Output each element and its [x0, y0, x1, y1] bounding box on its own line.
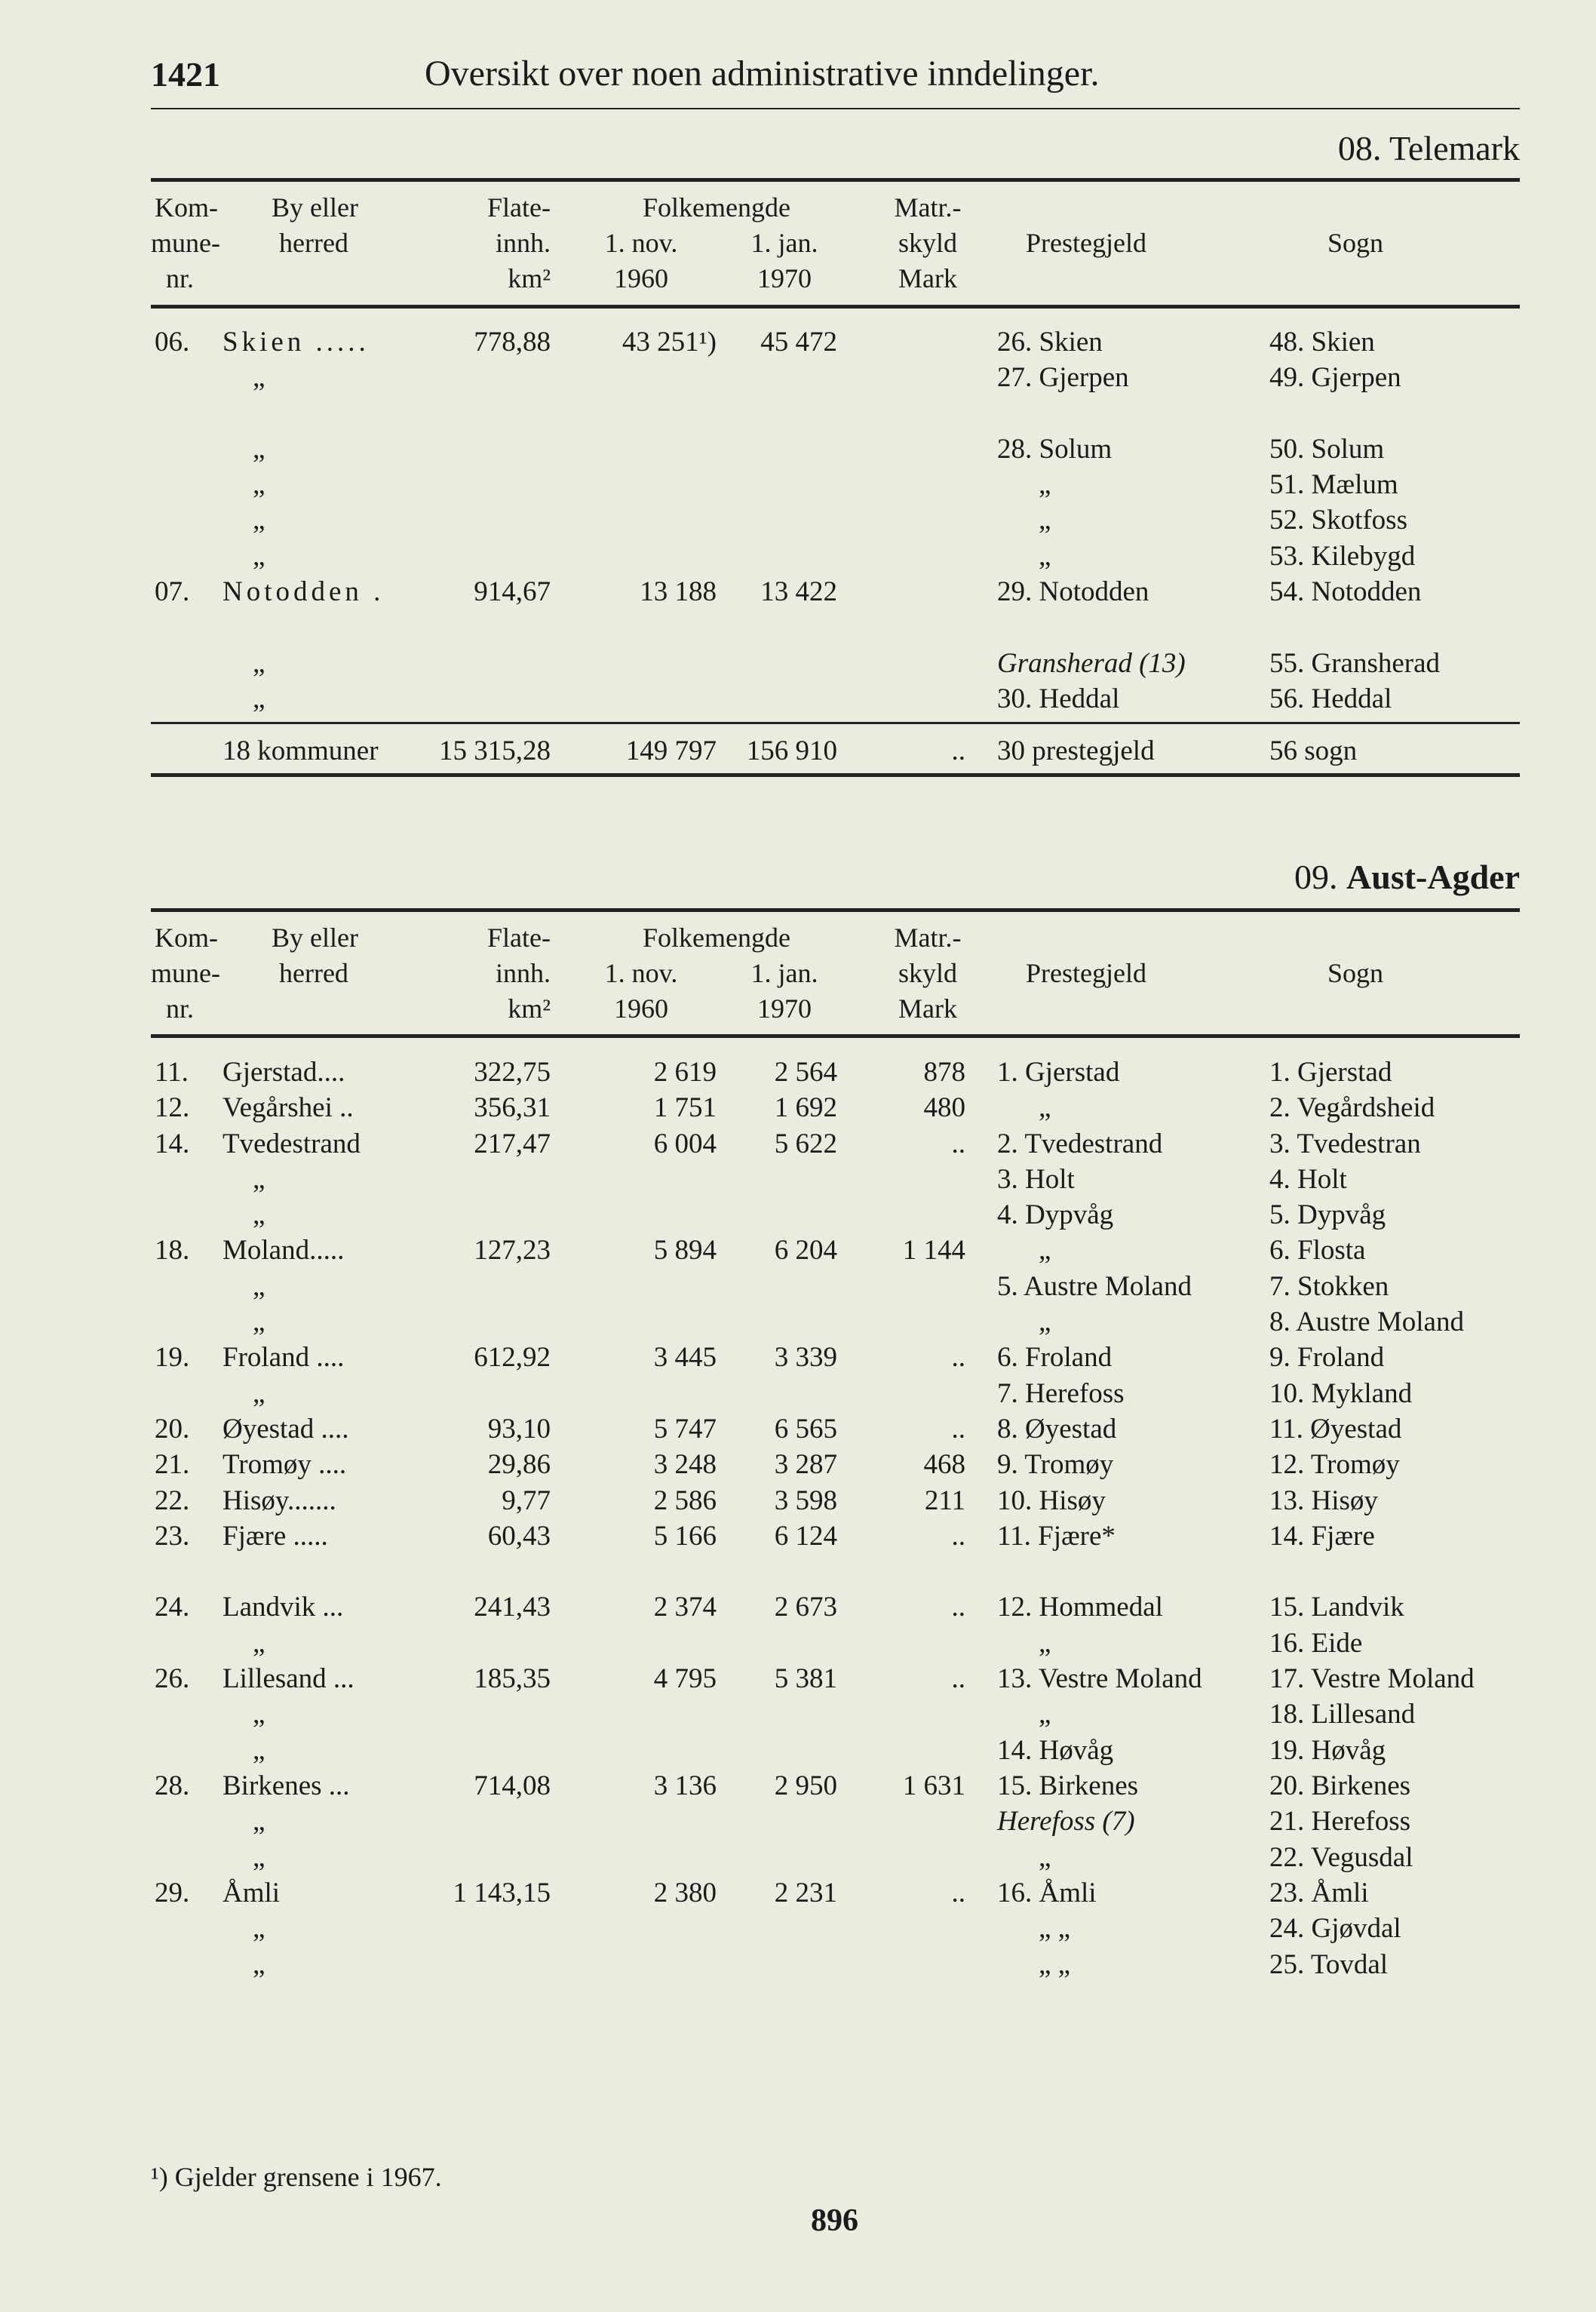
aa-cell-nr: 11.: [155, 1057, 189, 1088]
aa-cell-flate: 60,43: [487, 1521, 551, 1552]
aa-cell-prest: 2. Tvedestrand: [997, 1128, 1163, 1159]
tm-cell-prest: 27. Gjerpen: [997, 362, 1129, 393]
tm-hdr-kommune-2: mune-: [151, 228, 220, 258]
aa-cell-nov: 1 751: [653, 1092, 717, 1123]
aa-cell-nr: 23.: [155, 1521, 190, 1552]
total-cell-matr: ..: [951, 735, 965, 766]
rule-telemark-top: [151, 178, 1520, 182]
table-row: [0, 1090, 1596, 1125]
tm-hdr-by-1: By eller: [272, 192, 358, 223]
total-cell-nov: 149 797: [625, 735, 717, 766]
aa-cell-sogn: 19. Høvåg: [1269, 1735, 1386, 1766]
aa-cell-by: Øyestad ....: [223, 1414, 349, 1445]
tm-hdr-folkemengde: Folkemengde: [643, 192, 790, 223]
table-row: [0, 431, 1596, 467]
table-row: [0, 467, 1596, 502]
table-row: [0, 1768, 1596, 1804]
table-row: [0, 1696, 1596, 1732]
aa-cell-prest: 14. Høvåg: [997, 1735, 1114, 1766]
aa-cell-jan: 3 287: [774, 1449, 837, 1480]
page-bottom-number: 896: [811, 2203, 858, 2238]
total-row: [0, 733, 1596, 769]
aa-cell-flate: 1 143,15: [453, 1878, 551, 1908]
aa-cell-sogn: 7. Stokken: [1269, 1271, 1389, 1302]
aa-cell-nr: 20.: [155, 1414, 190, 1445]
table-row: [0, 360, 1596, 395]
tm-cell-sogn: 54. Notodden: [1269, 576, 1422, 607]
tm-cell-by: Notodden .: [223, 576, 385, 607]
tm-cell-sogn: 55. Gransherad: [1269, 648, 1441, 679]
tm-cell-by: „: [253, 362, 265, 393]
aa-cell-by: „: [253, 1164, 265, 1195]
aa-cell-by: Birkenes ...: [223, 1770, 350, 1801]
aa-cell-nr: 26.: [155, 1663, 190, 1694]
tm-hdr-flate-3: km²: [508, 263, 551, 293]
tm-cell-jan: 13 422: [760, 576, 837, 607]
table-row: [0, 1804, 1596, 1839]
table-row: [0, 646, 1596, 681]
table-row: [0, 1162, 1596, 1197]
aa-cell-prest: 11. Fjære*: [997, 1521, 1116, 1552]
table-row: [0, 1411, 1596, 1447]
tm-cell-nov: 43 251¹): [622, 327, 717, 358]
aa-cell-sogn: 1. Gjerstad: [1269, 1057, 1392, 1088]
rule-telemark-bottom: [151, 773, 1520, 777]
aa-hdr-nov-2: 1960: [614, 993, 668, 1024]
tm-cell-by: Skien .....: [223, 327, 370, 358]
aa-cell-nr: 12.: [155, 1092, 190, 1123]
tm-cell-prest: „: [1039, 469, 1051, 500]
aa-cell-by: Gjerstad....: [223, 1057, 345, 1088]
aa-cell-prest: „: [1039, 1699, 1051, 1730]
aa-cell-prest: „: [1039, 1092, 1051, 1123]
tm-hdr-sogn: Sogn: [1327, 228, 1384, 258]
tm-cell-by: „: [253, 648, 265, 679]
aa-cell-sogn: 12. Tromøy: [1269, 1449, 1400, 1480]
rule-telemark-header: [151, 305, 1520, 309]
tm-cell-by: „: [253, 683, 265, 714]
table-row: [0, 1661, 1596, 1696]
aa-cell-jan: 2 950: [774, 1770, 837, 1801]
tm-cell-by: „: [253, 469, 265, 500]
aa-cell-by: „: [253, 1842, 265, 1873]
title-rule: [151, 108, 1520, 109]
table-row: [0, 1055, 1596, 1090]
aa-cell-matr: 1 144: [902, 1235, 965, 1266]
aa-cell-sogn: 23. Åmli: [1269, 1878, 1369, 1908]
aa-cell-nov: 2 586: [653, 1485, 717, 1516]
aa-cell-by: Vegårshei ..: [223, 1092, 354, 1123]
tm-cell-sogn: 53. Kilebygd: [1269, 541, 1416, 572]
tm-hdr-flate-1: Flate-: [487, 192, 551, 223]
table-row: [0, 1733, 1596, 1768]
aa-cell-sogn: 11. Øyestad: [1269, 1414, 1402, 1445]
aa-cell-nr: 18.: [155, 1235, 190, 1266]
section-name: Aust-Agder: [1346, 858, 1520, 896]
table-row: [0, 681, 1596, 717]
tm-cell-sogn: 50. Solum: [1269, 434, 1385, 465]
aa-cell-sogn: 8. Austre Moland: [1269, 1306, 1464, 1337]
aa-cell-sogn: 14. Fjære: [1269, 1521, 1375, 1552]
table-row: [0, 1197, 1596, 1233]
aa-hdr-nov-1: 1. nov.: [604, 958, 678, 988]
table-row: [0, 1340, 1596, 1375]
aa-cell-prest: „ „: [1039, 1913, 1071, 1944]
footnote: ¹) Gjelder grensene i 1967.: [151, 2162, 442, 2192]
aa-cell-flate: 322,75: [474, 1057, 551, 1088]
total-cell-prest: 30 prestegjeld: [997, 735, 1155, 766]
aa-cell-prest: „: [1039, 1842, 1051, 1873]
aa-cell-sogn: 10. Mykland: [1269, 1378, 1413, 1409]
table-row: [0, 1304, 1596, 1340]
total-cell-by: 18 kommuner: [223, 735, 379, 766]
tm-cell-prest: 28. Solum: [997, 434, 1113, 465]
aa-cell-sogn: 22. Vegusdal: [1269, 1842, 1413, 1873]
aa-cell-prest: 1. Gjerstad: [997, 1057, 1120, 1088]
aa-cell-sogn: 15. Landvik: [1269, 1592, 1404, 1623]
aa-cell-by: „: [253, 1199, 265, 1230]
rule-aa-top: [151, 908, 1520, 912]
aa-cell-jan: 2 673: [774, 1592, 837, 1623]
tm-cell-prest: Gransherad (13): [997, 648, 1186, 679]
aa-cell-nr: 24.: [155, 1592, 190, 1623]
section-title-aust-agder: [1177, 857, 1520, 897]
aa-cell-prest: 10. Hisøy: [997, 1485, 1106, 1516]
tm-cell-sogn: 51. Mælum: [1269, 469, 1398, 500]
tm-hdr-matr-2: skyld: [898, 228, 957, 258]
aa-cell-sogn: 6. Flosta: [1269, 1235, 1366, 1266]
aa-cell-prest: 16. Åmli: [997, 1878, 1097, 1908]
aa-cell-jan: 1 692: [774, 1092, 837, 1123]
aa-cell-prest: 13. Vestre Moland: [997, 1663, 1202, 1694]
aa-cell-matr: ..: [951, 1128, 965, 1159]
aa-cell-flate: 127,23: [474, 1235, 551, 1266]
total-cell-flate: 15 315,28: [439, 735, 551, 766]
table-row: [0, 1447, 1596, 1482]
aa-cell-nov: 3 445: [653, 1342, 717, 1373]
table-row: [0, 324, 1596, 360]
section-number: 09.: [1294, 858, 1338, 896]
aa-cell-matr: ..: [951, 1878, 965, 1908]
aa-cell-nov: 2 380: [653, 1878, 717, 1908]
aa-cell-by: Froland ....: [223, 1342, 345, 1373]
rule-telemark-total: [151, 722, 1520, 724]
aa-cell-nov: 3 248: [653, 1449, 717, 1480]
aa-cell-by: „: [253, 1378, 265, 1409]
aa-hdr-flate-1: Flate-: [487, 923, 551, 953]
tm-cell-by: „: [253, 505, 265, 536]
aa-cell-by: „: [253, 1699, 265, 1730]
aa-cell-by: Hisøy.......: [223, 1485, 336, 1516]
aa-cell-sogn: 5. Dypvåg: [1269, 1199, 1386, 1230]
aa-cell-nr: 22.: [155, 1485, 190, 1516]
aa-cell-flate: 217,47: [474, 1128, 551, 1159]
aa-hdr-prestegjeld: Prestegjeld: [1026, 958, 1146, 988]
aa-cell-flate: 356,31: [474, 1092, 551, 1123]
table-row: [0, 1840, 1596, 1875]
tm-cell-nr: 07.: [155, 576, 190, 607]
aa-hdr-matr-1: Matr.-: [894, 923, 962, 953]
aa-cell-flate: 29,86: [487, 1449, 551, 1480]
aa-cell-by: „: [253, 1949, 265, 1980]
table-row: [0, 1518, 1596, 1554]
aa-hdr-folkemengde: Folkemengde: [643, 923, 790, 953]
aa-cell-prest: 15. Birkenes: [997, 1770, 1139, 1801]
aa-cell-matr: ..: [951, 1414, 965, 1445]
aa-cell-prest: Herefoss (7): [997, 1806, 1135, 1837]
table-row: [0, 1269, 1596, 1304]
aa-cell-prest: „: [1039, 1306, 1051, 1337]
aa-cell-nov: 5 166: [653, 1521, 717, 1552]
aa-cell-prest: 4. Dypvåg: [997, 1199, 1114, 1230]
aa-cell-by: Åmli: [223, 1878, 281, 1908]
table-row: [0, 1626, 1596, 1661]
aa-cell-sogn: 3. Tvedestran: [1269, 1128, 1421, 1159]
aa-cell-sogn: 18. Lillesand: [1269, 1699, 1416, 1730]
section-title-telemark: 08. Telemark: [1337, 129, 1520, 167]
aa-cell-by: Landvik ...: [223, 1592, 344, 1623]
aa-hdr-by-2: herred: [279, 958, 348, 988]
tm-hdr-nov-2: 1960: [614, 263, 668, 293]
tm-hdr-jan-1: 1. jan.: [750, 228, 818, 258]
aa-cell-prest: „: [1039, 1235, 1051, 1266]
aa-cell-sogn: 20. Birkenes: [1269, 1770, 1411, 1801]
aa-cell-jan: 2 564: [774, 1057, 837, 1088]
tm-hdr-kommune-1: Kom-: [155, 192, 218, 223]
aa-cell-flate: 185,35: [474, 1663, 551, 1694]
aa-hdr-jan-2: 1970: [757, 993, 812, 1024]
tm-cell-nov: 13 188: [640, 576, 717, 607]
aa-cell-nov: 6 004: [653, 1128, 717, 1159]
page-title: Oversikt over noen administrative inndelinger.: [425, 54, 1100, 94]
aa-cell-jan: 6 204: [774, 1235, 837, 1266]
tm-hdr-matr-1: Matr.-: [894, 192, 962, 223]
table-row: [0, 1483, 1596, 1518]
aa-cell-matr: ..: [951, 1342, 965, 1373]
aa-cell-flate: 612,92: [474, 1342, 551, 1373]
tm-cell-flate: 778,88: [474, 327, 551, 358]
table-row: [0, 1589, 1596, 1625]
aa-cell-matr: 480: [923, 1092, 965, 1123]
aa-cell-matr: 878: [923, 1057, 965, 1088]
tm-cell-by: „: [253, 541, 265, 572]
aa-cell-sogn: 21. Herefoss: [1269, 1806, 1411, 1837]
aa-hdr-flate-2: innh.: [495, 958, 551, 988]
tm-cell-nr: 06.: [155, 327, 190, 358]
aa-cell-flate: 241,43: [474, 1592, 551, 1623]
aa-cell-by: „: [253, 1628, 265, 1659]
aa-cell-jan: 6 565: [774, 1414, 837, 1445]
aa-cell-nov: 2 374: [653, 1592, 717, 1623]
aa-cell-prest: 6. Froland: [997, 1342, 1113, 1373]
aa-cell-by: Lillesand ...: [223, 1663, 354, 1694]
tm-hdr-jan-2: 1970: [757, 263, 812, 293]
aa-cell-sogn: 17. Vestre Moland: [1269, 1663, 1475, 1694]
tm-cell-sogn: 56. Heddal: [1269, 683, 1392, 714]
tm-hdr-flate-2: innh.: [495, 228, 551, 258]
page-number: 1421: [151, 55, 220, 94]
aa-cell-prest: 3. Holt: [997, 1164, 1075, 1195]
aa-cell-by: Fjære .....: [223, 1521, 328, 1552]
aa-cell-by: Moland.....: [223, 1235, 345, 1266]
tm-cell-sogn: 52. Skotfoss: [1269, 505, 1407, 536]
tm-cell-jan: 45 472: [760, 327, 837, 358]
aa-cell-matr: 1 631: [902, 1770, 965, 1801]
aa-cell-matr: ..: [951, 1592, 965, 1623]
tm-cell-flate: 914,67: [474, 576, 551, 607]
aa-cell-flate: 714,08: [474, 1770, 551, 1801]
tm-cell-sogn: 49. Gjerpen: [1269, 362, 1401, 393]
aa-cell-sogn: 16. Eide: [1269, 1628, 1363, 1659]
aa-hdr-by-1: By eller: [272, 923, 358, 953]
aa-hdr-matr-3: Mark: [898, 993, 957, 1024]
aa-cell-sogn: 9. Froland: [1269, 1342, 1385, 1373]
aa-cell-nr: 21.: [155, 1449, 190, 1480]
aa-cell-prest: „ „: [1039, 1949, 1071, 1980]
aa-hdr-flate-3: km²: [508, 993, 551, 1024]
aa-cell-by: „: [253, 1271, 265, 1302]
table-row: [0, 1376, 1596, 1411]
table-row: [0, 1233, 1596, 1268]
table-row: [0, 1911, 1596, 1946]
aa-hdr-jan-1: 1. jan.: [750, 958, 818, 988]
aa-cell-flate: 93,10: [487, 1414, 551, 1445]
total-cell-jan: 156 910: [746, 735, 837, 766]
aa-cell-nov: 5 894: [653, 1235, 717, 1266]
aa-cell-sogn: 2. Vegårdsheid: [1269, 1092, 1435, 1123]
aa-cell-nr: 14.: [155, 1128, 190, 1159]
aa-cell-prest: 12. Hommedal: [997, 1592, 1163, 1623]
aa-hdr-sogn: Sogn: [1327, 958, 1384, 988]
rule-aa-header: [151, 1034, 1520, 1038]
tm-cell-prest: „: [1039, 541, 1051, 572]
tm-hdr-matr-3: Mark: [898, 263, 957, 293]
aa-cell-nr: 19.: [155, 1342, 190, 1373]
aa-cell-sogn: 13. Hisøy: [1269, 1485, 1378, 1516]
tm-hdr-by-2: herred: [279, 228, 348, 258]
aa-cell-nov: 4 795: [653, 1663, 717, 1694]
aa-cell-nr: 28.: [155, 1770, 190, 1801]
aa-cell-prest: 8. Øyestad: [997, 1414, 1117, 1445]
aa-cell-sogn: 25. Tovdal: [1269, 1949, 1389, 1980]
table-row: [0, 1875, 1596, 1911]
tm-cell-prest: 29. Notodden: [997, 576, 1149, 607]
tm-cell-sogn: 48. Skien: [1269, 327, 1375, 358]
aa-cell-by: „: [253, 1913, 265, 1944]
aa-cell-prest: 5. Austre Moland: [997, 1271, 1192, 1302]
aa-cell-matr: ..: [951, 1521, 965, 1552]
aa-cell-nr: 29.: [155, 1878, 190, 1908]
aa-cell-jan: 6 124: [774, 1521, 837, 1552]
aa-cell-sogn: 24. Gjøvdal: [1269, 1913, 1401, 1944]
aa-hdr-kommune-1: Kom-: [155, 923, 218, 953]
aa-cell-flate: 9,77: [502, 1485, 551, 1516]
table-row: [0, 539, 1596, 574]
aa-cell-prest: 7. Herefoss: [997, 1378, 1125, 1409]
aa-cell-nov: 3 136: [653, 1770, 717, 1801]
aa-cell-sogn: 4. Holt: [1269, 1164, 1347, 1195]
tm-hdr-prestegjeld: Prestegjeld: [1026, 228, 1146, 258]
tm-cell-prest: 30. Heddal: [997, 683, 1120, 714]
aa-cell-jan: 5 622: [774, 1128, 837, 1159]
aa-cell-nov: 2 619: [653, 1057, 717, 1088]
aa-cell-by: „: [253, 1306, 265, 1337]
tm-cell-prest: 26. Skien: [997, 327, 1103, 358]
aa-cell-prest: „: [1039, 1628, 1051, 1659]
aa-cell-nov: 5 747: [653, 1414, 717, 1445]
tm-hdr-kommune-3: nr.: [166, 263, 195, 293]
aa-cell-matr: 211: [924, 1485, 965, 1516]
aa-cell-by: Tvedestrand: [223, 1128, 361, 1159]
aa-hdr-kommune-2: mune-: [151, 958, 220, 988]
aa-cell-jan: 3 339: [774, 1342, 837, 1373]
tm-cell-prest: „: [1039, 505, 1051, 536]
table-row: [0, 1126, 1596, 1162]
total-cell-sogn: 56 sogn: [1269, 735, 1358, 766]
aa-cell-matr: 468: [923, 1449, 965, 1480]
tm-cell-by: „: [253, 434, 265, 465]
aa-cell-by: „: [253, 1806, 265, 1837]
aa-cell-jan: 2 231: [774, 1878, 837, 1908]
table-row: [0, 502, 1596, 538]
table-row: [0, 1947, 1596, 1982]
aa-cell-matr: ..: [951, 1663, 965, 1694]
aa-cell-by: „: [253, 1735, 265, 1766]
aa-hdr-kommune-3: nr.: [166, 993, 195, 1024]
aa-cell-prest: 9. Tromøy: [997, 1449, 1114, 1480]
aa-cell-jan: 3 598: [774, 1485, 837, 1516]
aa-hdr-matr-2: skyld: [898, 958, 957, 988]
aa-cell-jan: 5 381: [774, 1663, 837, 1694]
tm-hdr-nov-1: 1. nov.: [604, 228, 678, 258]
table-row: [0, 574, 1596, 609]
aa-cell-by: Tromøy ....: [223, 1449, 347, 1480]
